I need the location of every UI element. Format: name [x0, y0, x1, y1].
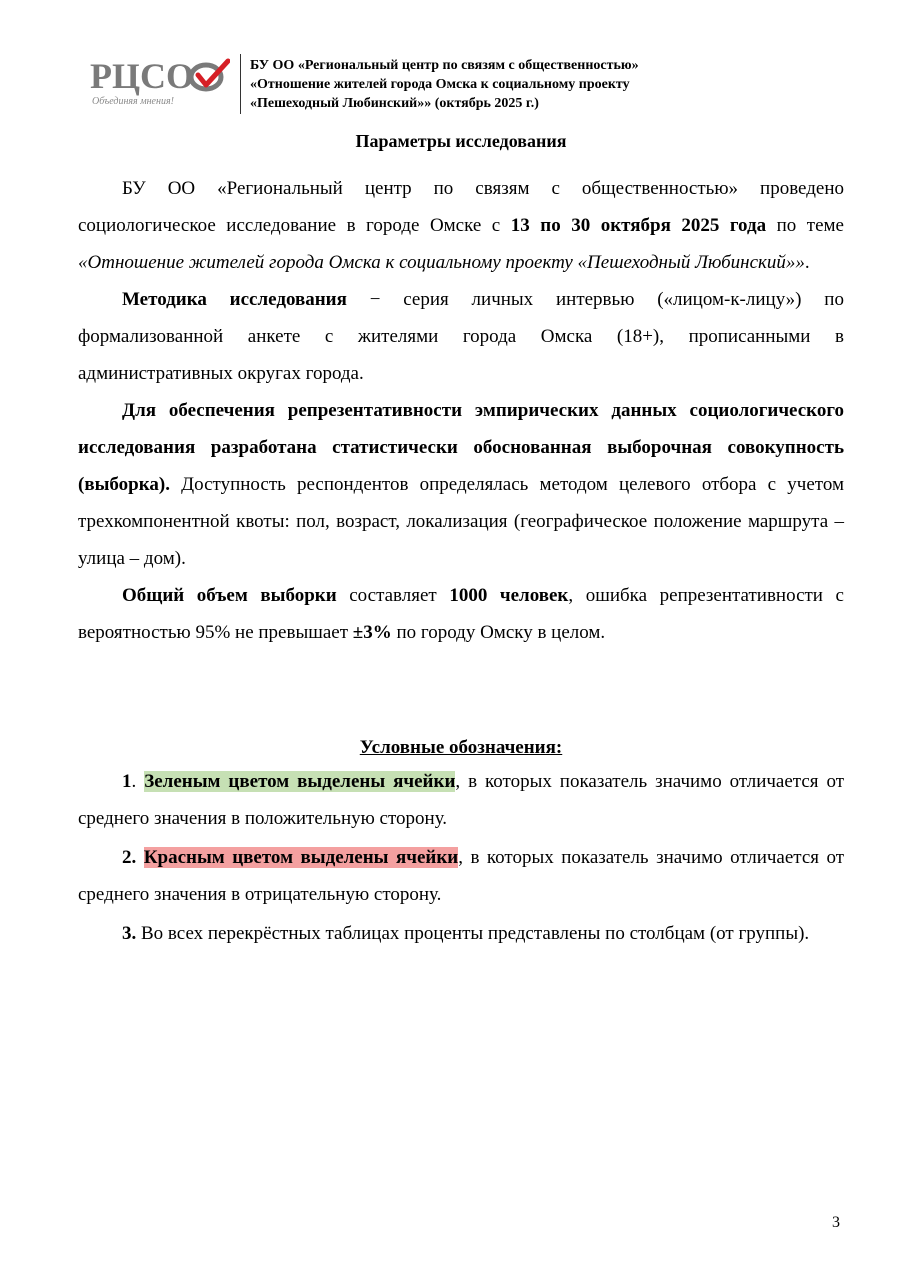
header-divider	[240, 54, 241, 114]
text: по городу Омску в целом.	[391, 622, 606, 643]
page-header	[80, 52, 850, 116]
sample-size-value: 1000 человек	[449, 585, 569, 606]
text: − серия личных интервью («лицом-к-лицу») по формализованной анкете с жителями города Омска (18+), прописанными в административных округах города.	[78, 289, 844, 384]
legend-number: 2.	[122, 847, 137, 868]
text: БУ ОО «Региональный центр по связям с общественностью» проведено социологическое исследование в городе Омске с	[78, 178, 844, 236]
error-value: ±3%	[352, 622, 392, 643]
logo-slogan: Объединяя мнения!	[92, 96, 174, 107]
green-highlight: Зеленым цветом выделены ячейки	[144, 771, 456, 792]
legend-title: Условные обозначения:	[359, 737, 563, 758]
paragraph-methodology	[78, 281, 844, 392]
methodology-label: Методика исследования	[122, 289, 347, 310]
study-topic: «Отношение жителей города Омска к социальному проекту «Пешеходный Любинский»»	[78, 252, 805, 273]
section-title: Параметры исследования	[355, 131, 567, 151]
text: Во всех перекрёстных таблицах проценты представлены по столбцам (от группы).	[136, 923, 810, 944]
legend-number: 1	[122, 771, 132, 792]
text: , в которых показатель значимо отличается от среднего значения в положительную сторону.	[78, 771, 845, 829]
legend-number: 3.	[122, 923, 137, 944]
paragraph-sample	[78, 392, 844, 577]
header-line-3: «Пешеходный Любинский»» (октябрь 2025 г.)	[250, 96, 539, 111]
text: по теме	[766, 215, 844, 236]
header-line-2: «Отношение жителей города Омска к социальному проекту	[250, 77, 630, 92]
logo-text: РЦСО	[90, 56, 194, 96]
text: , в которых показатель значимо отличается от среднего значения в отрицательную сторону.	[78, 847, 845, 905]
text: Доступность респондентов определялась методом целевого отбора с учетом трехкомпонентной квоты: пол, возраст, локализация (географическое положение маршрута – улица – дом).	[78, 474, 844, 569]
page-body	[78, 125, 844, 954]
study-dates: 13 по 30 октября 2025 года	[510, 215, 767, 236]
sample-size-label: Общий объем выборки	[122, 585, 337, 606]
paragraph-sample-size	[78, 577, 844, 651]
page-number: 3	[832, 1214, 840, 1231]
header-line-1: БУ ОО «Региональный центр по связям с общественностью»	[250, 58, 639, 73]
legend-item-red	[78, 839, 844, 913]
text: составляет	[336, 585, 450, 606]
paragraph-study-info	[78, 170, 844, 281]
sample-statement: Для обеспечения репрезентативности эмпирических данных социологического исследования разработана статистически обоснованная выборочная совокупность (выборка).	[78, 400, 844, 495]
text: , ошибка репрезентативности с вероятностью 95% не превышает	[78, 585, 844, 643]
legend-item-tables	[78, 915, 844, 952]
header-title	[250, 56, 639, 113]
text: .	[131, 771, 145, 792]
checkmark-icon	[186, 58, 230, 92]
red-highlight: Красным цветом выделены ячейки	[143, 847, 459, 868]
text: .	[804, 252, 810, 273]
text	[136, 847, 143, 868]
legend-item-green	[78, 763, 844, 837]
logo	[90, 56, 230, 112]
